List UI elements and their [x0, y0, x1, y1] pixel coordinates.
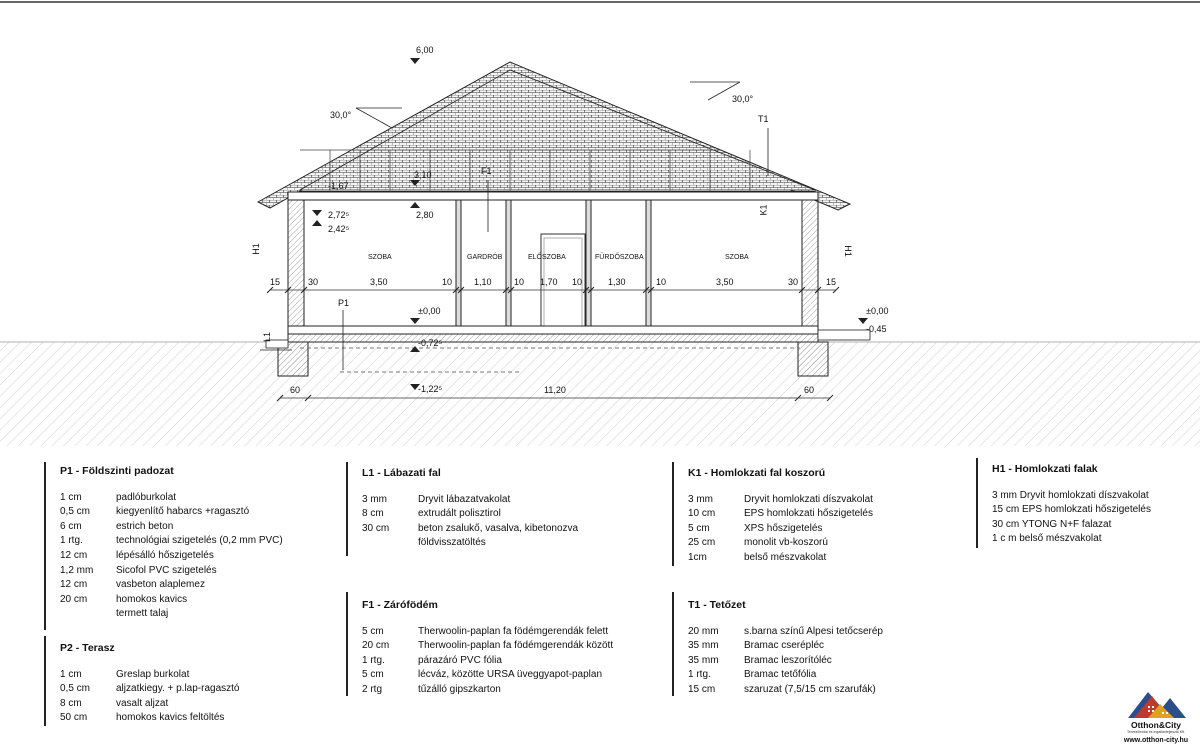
- material: lécváz, közötte URSA üveggyapot-paplan: [418, 669, 602, 681]
- angle-label: 30,0°: [732, 94, 754, 104]
- material: Bramac cserépléc: [744, 640, 825, 652]
- dimension-label: 1,30: [608, 277, 626, 287]
- dimension-label: 30: [788, 277, 799, 287]
- thickness: 1 cm: [60, 491, 82, 503]
- spec-t1: [688, 598, 883, 698]
- spec-row: [688, 654, 883, 669]
- material: Therwoolin-paplan fa födémgerendák között: [418, 640, 614, 652]
- spec-row: [60, 668, 240, 683]
- material: kiegyenlítő habarcs +ragasztó: [116, 506, 250, 518]
- spec-row: [688, 522, 873, 537]
- section-label: H1: [250, 243, 261, 255]
- spec-code: F1: [362, 599, 375, 611]
- spec-row: [362, 493, 578, 508]
- thickness: 30 cm: [362, 522, 390, 534]
- spec-title: [60, 641, 240, 656]
- material: extrudált polisztirol: [418, 508, 501, 520]
- material: monolit vb-koszorú: [744, 537, 828, 549]
- spec-row: [60, 520, 283, 535]
- spec-title: [60, 464, 283, 479]
- thickness: 5 cm: [362, 669, 384, 681]
- section-label: F1: [481, 166, 492, 176]
- spec-k1: [688, 466, 873, 566]
- thickness: 35 mm: [688, 654, 719, 666]
- dimension-label: 3,50: [716, 277, 734, 287]
- level-label: ±0,00: [418, 306, 441, 316]
- material: belső mészvakolat: [744, 551, 827, 563]
- level-label: -0,72⁵: [418, 338, 443, 348]
- thickness: 1cm: [688, 551, 707, 563]
- level-label: -1,67: [328, 181, 349, 191]
- spec-row: [60, 564, 283, 579]
- spec-row: [60, 549, 283, 564]
- material: estrich beton: [116, 520, 174, 532]
- spec-row: [688, 683, 883, 698]
- spec-code: P2: [60, 642, 73, 654]
- material: Bramac tetőfólia: [744, 669, 817, 681]
- level-label: -0,45: [866, 324, 887, 334]
- section-label: K1: [758, 204, 769, 216]
- dimension-label: 3,50: [370, 277, 388, 287]
- spec-row: [362, 639, 613, 654]
- dimension-label: 1,70: [540, 277, 558, 287]
- material: Sicofol PVC szigetelés: [116, 564, 217, 576]
- material: EPS homlokzati hőszigetelés: [744, 508, 873, 520]
- spec-title: [688, 598, 883, 613]
- dimension-label: 30: [308, 277, 319, 287]
- spec-divider: [976, 458, 978, 548]
- level-label: 3,10: [414, 170, 432, 180]
- spec-row: [688, 639, 883, 654]
- spec-row: [60, 593, 283, 608]
- spec-row: [60, 578, 283, 593]
- spec-title: [688, 466, 873, 481]
- spec-row: [60, 711, 240, 726]
- spec-code: T1: [688, 599, 701, 611]
- spec-name: - Terasz: [75, 642, 115, 654]
- spec-line: 30 cm YTONG N+F falazat: [992, 518, 1112, 530]
- material: párazáró PVC fólia: [418, 654, 502, 666]
- spec-row: [688, 493, 873, 508]
- spec-line: 3 mm Dryvit homlokzati díszvakolat: [992, 489, 1149, 501]
- thickness: 15 cm: [688, 683, 716, 695]
- dimension-label: 11,20: [544, 385, 566, 395]
- material: aljzatkiegy. + p.lap-ragasztó: [116, 683, 240, 695]
- room-label: FÜRDŐSZOBA: [595, 254, 644, 261]
- spec-row: [688, 551, 873, 566]
- logo-title: Otthon&City: [1130, 720, 1182, 730]
- spec-title: [362, 466, 578, 481]
- thickness: 20 mm: [688, 625, 719, 637]
- material: s.barna színű Alpesi tetőcserép: [744, 625, 883, 637]
- thickness: 0,5 cm: [60, 683, 91, 695]
- dimension-label: 10: [514, 277, 525, 287]
- spec-divider: [346, 592, 348, 696]
- spec-divider: [44, 462, 46, 630]
- thickness: 12 cm: [60, 549, 88, 561]
- thickness: 2 rtg: [362, 683, 383, 695]
- material: Dryvit homlokzati díszvakolat: [744, 493, 873, 505]
- thickness: 3 mm: [362, 493, 387, 505]
- thickness: 5 cm: [362, 625, 384, 637]
- dimension-label: 10: [442, 277, 453, 287]
- spec-row: [60, 607, 283, 622]
- spec-p2: [60, 641, 240, 726]
- thickness: 1 rtg.: [60, 535, 83, 547]
- spec-title: [992, 462, 1151, 477]
- thickness: 0,5 cm: [60, 506, 91, 518]
- thickness: 20 cm: [60, 593, 88, 605]
- level-label: 2,42⁵: [328, 224, 350, 234]
- level-label: ±0,00: [866, 306, 889, 316]
- spec-divider: [44, 636, 46, 726]
- spec-row: [362, 668, 613, 683]
- thickness: [60, 607, 116, 622]
- spec-f1: [362, 598, 613, 698]
- thickness: [362, 536, 418, 551]
- spec-name: - Tetőzet: [703, 599, 746, 611]
- spec-row: [60, 682, 240, 697]
- material: padlóburkolat: [116, 491, 177, 503]
- spec-name: - Homlokzati fal koszorú: [704, 467, 826, 479]
- spec-row: [362, 536, 578, 551]
- spec-code: H1: [992, 463, 1006, 475]
- material: homokos kavics: [116, 593, 188, 605]
- material: termett talaj: [116, 608, 169, 620]
- material: vasalt aljzat: [116, 697, 169, 709]
- thickness: 1,2 mm: [60, 564, 94, 576]
- thickness: 1 rtg.: [362, 654, 385, 666]
- spec-name: - Lábazati fal: [377, 467, 441, 479]
- spec-name: - Zárófödém: [377, 599, 438, 611]
- spec-code: L1: [362, 467, 375, 479]
- room-label: GARDRÓB: [467, 254, 503, 261]
- spec-row: [688, 536, 873, 551]
- thickness: 12 cm: [60, 579, 88, 591]
- spec-code: P1: [60, 465, 73, 477]
- spec-line: 15 cm EPS homlokzati hőszigetelés: [992, 504, 1151, 516]
- spec-divider: [346, 462, 348, 556]
- material: homokos kavics feltöltés: [116, 712, 225, 724]
- spec-divider: [672, 592, 674, 696]
- angle-label: 30,0°: [330, 110, 352, 120]
- dimension-label: 60: [290, 385, 301, 395]
- material: Therwoolin-paplan fa födémgerendák felett: [418, 625, 609, 637]
- spec-h1: [992, 462, 1151, 547]
- thickness: 8 cm: [60, 697, 82, 709]
- level-label: 6,00: [416, 45, 434, 55]
- thickness: 3 mm: [688, 493, 713, 505]
- material: beton zsalukő, vasalva, kibetonozva: [418, 522, 579, 534]
- section-label: P1: [338, 298, 350, 308]
- logo-icon: [1118, 684, 1194, 720]
- spec-row: [362, 625, 613, 640]
- thickness: 20 cm: [362, 640, 390, 652]
- company-logo: [1118, 684, 1194, 750]
- logo-subtitle: Tervezőirodai és Ingatlanfejlesztő Kft.: [1127, 730, 1185, 734]
- spec-row: [688, 668, 883, 683]
- spec-row: [60, 534, 283, 549]
- spec-p1: [60, 464, 283, 622]
- room-label: SZOBA: [368, 254, 392, 261]
- spec-l1: [362, 466, 578, 551]
- thickness: 35 mm: [688, 640, 719, 652]
- level-label: 2,72⁵: [328, 210, 350, 220]
- spec-name: - Földszinti padozat: [75, 465, 174, 477]
- thickness: 25 cm: [688, 537, 716, 549]
- spec-row: [60, 697, 240, 712]
- spec-row: [688, 507, 873, 522]
- section-label: T1: [758, 114, 769, 124]
- spec-divider: [672, 462, 674, 566]
- material: Greslap burkolat: [116, 668, 190, 680]
- thickness: 8 cm: [362, 508, 384, 520]
- material: földvisszatöltés: [418, 537, 486, 549]
- thickness: 6 cm: [60, 520, 82, 532]
- thickness: 1 rtg.: [688, 669, 711, 681]
- material: szaruzat (7,5/15 cm szarufák): [744, 683, 876, 695]
- dimension-label: 10: [656, 277, 667, 287]
- material: technológiai szigetelés (0,2 mm PVC): [116, 535, 283, 547]
- section-label: H1: [842, 245, 853, 257]
- level-label: -1,22⁵: [418, 384, 443, 394]
- section-label: L1: [262, 331, 273, 343]
- spec-row: [362, 683, 613, 698]
- logo-url: www.otthon-city.hu: [1123, 737, 1189, 744]
- material: vasbeton alaplemez: [116, 579, 205, 591]
- level-label: 2,80: [416, 210, 434, 220]
- dimension-label: 10: [572, 277, 583, 287]
- material: Dryvit lábazatvakolat: [418, 493, 511, 505]
- spec-row: [60, 491, 283, 506]
- spec-name: - Homlokzati falak: [1008, 463, 1098, 475]
- thickness: 10 cm: [688, 508, 716, 520]
- spec-row: [362, 507, 578, 522]
- spec-row: [362, 654, 613, 669]
- spec-row: [688, 625, 883, 640]
- room-label: ELŐSZOBA: [528, 254, 566, 261]
- room-label: SZOBA: [725, 254, 749, 261]
- dimension-label: 15: [826, 277, 837, 287]
- spec-line: 1 c m belső mészvakolat: [992, 533, 1102, 545]
- material: Bramac leszorítóléc: [744, 654, 832, 666]
- material: lépésálló hőszigetelés: [116, 549, 214, 561]
- thickness: 1 cm: [60, 668, 82, 680]
- thickness: 5 cm: [688, 522, 710, 534]
- spec-code: K1: [688, 467, 702, 479]
- dimension-label: 60: [804, 385, 815, 395]
- thickness: 50 cm: [60, 712, 88, 724]
- material: XPS hőszigetelés: [744, 522, 823, 534]
- spec-row: [362, 522, 578, 537]
- dimension-label: 15: [270, 277, 281, 287]
- material: tűzálló gipszkarton: [418, 683, 501, 695]
- dimension-label: 1,10: [474, 277, 492, 287]
- spec-row: [60, 505, 283, 520]
- spec-title: [362, 598, 613, 613]
